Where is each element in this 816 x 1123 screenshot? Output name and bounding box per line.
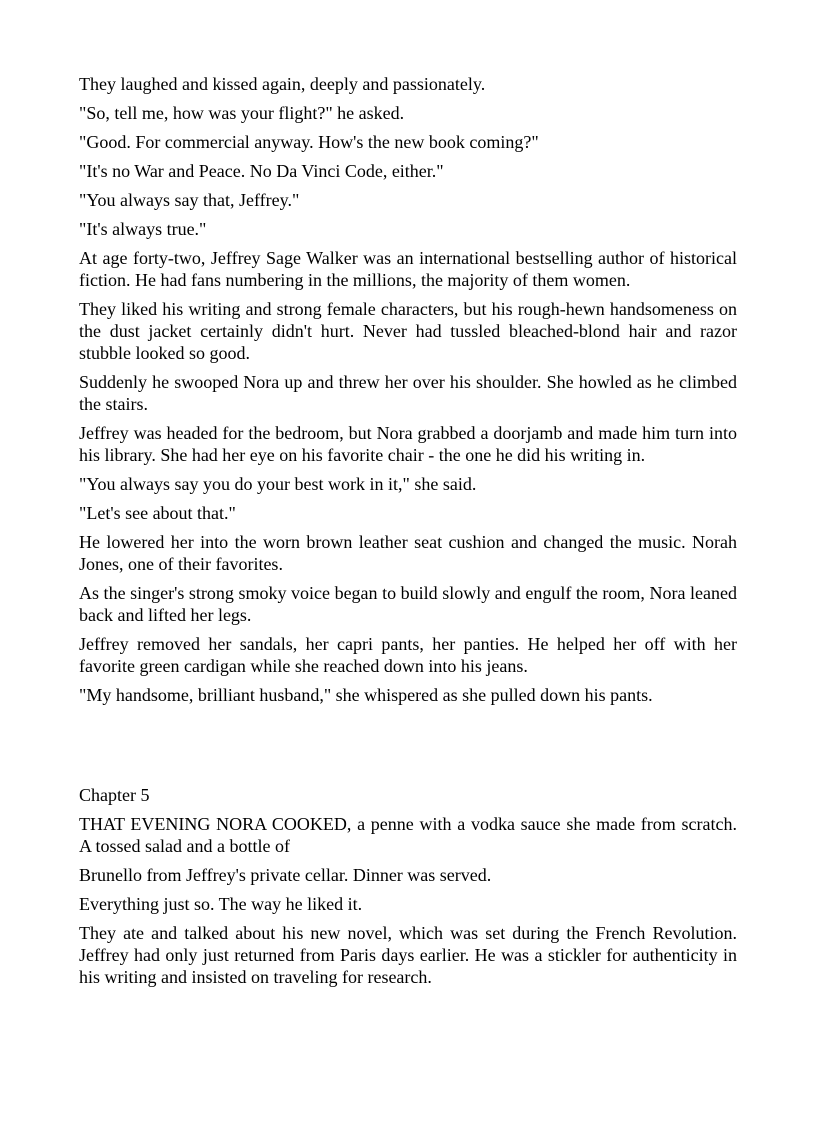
paragraph: "Let's see about that." <box>79 503 236 523</box>
document-page <box>79 73 737 995</box>
paragraph: Jeffrey removed her sandals, her capri pants, her panties. He helped her off with her favorite green cardigan while she reached down into his jeans. <box>79 634 737 676</box>
paragraph: Brunello from Jeffrey's private cellar. Dinner was served. <box>79 865 492 885</box>
paragraph: They laughed and kissed again, deeply and passionately. <box>79 74 486 94</box>
paragraph: They liked his writing and strong female characters, but his rough-hewn handsomeness on the dust jacket certainly didn't hurt. Never had tussled bleached-blond hair and razor stubble looked so good. <box>79 299 737 363</box>
paragraph: Jeffrey was headed for the bedroom, but Nora grabbed a doorjamb and made him turn into his library. She had her eye on his favorite chair - the one he did his writing in. <box>79 423 737 465</box>
paragraph: THAT EVENING NORA COOKED, a penne with a vodka sauce she made from scratch. A tossed salad and a bottle of <box>79 814 737 856</box>
paragraph: "You always say you do your best work in it," she said. <box>79 474 477 494</box>
paragraph: "It's no War and Peace. No Da Vinci Code, either." <box>79 161 444 181</box>
paragraph: At age forty-two, Jeffrey Sage Walker was an international bestselling author of historical fiction. He had fans numbering in the millions, the majority of them women. <box>79 248 737 290</box>
paragraph: Suddenly he swooped Nora up and threw her over his shoulder. She howled as he climbed the stairs. <box>79 372 737 414</box>
paragraph: "So, tell me, how was your flight?" he asked. <box>79 103 405 123</box>
paragraph: "My handsome, brilliant husband," she whispered as she pulled down his pants. <box>79 685 653 705</box>
paragraph: Everything just so. The way he liked it. <box>79 894 363 914</box>
paragraph: They ate and talked about his new novel, which was set during the French Revolution. Jeffrey had only just returned from Paris days earlier. He was a stickler for authenticity in his writing and insisted on traveling for research. <box>79 923 737 987</box>
paragraph: "Good. For commercial anyway. How's the new book coming?" <box>79 132 539 152</box>
paragraph: "You always say that, Jeffrey." <box>79 190 300 210</box>
paragraph: He lowered her into the worn brown leather seat cushion and changed the music. Norah Jones, one of their favorites. <box>79 532 737 574</box>
paragraph: "It's always true." <box>79 219 207 239</box>
paragraph: As the singer's strong smoky voice began to build slowly and engulf the room, Nora leaned back and lifted her legs. <box>79 583 737 625</box>
chapter-title: Chapter 5 <box>79 785 150 805</box>
